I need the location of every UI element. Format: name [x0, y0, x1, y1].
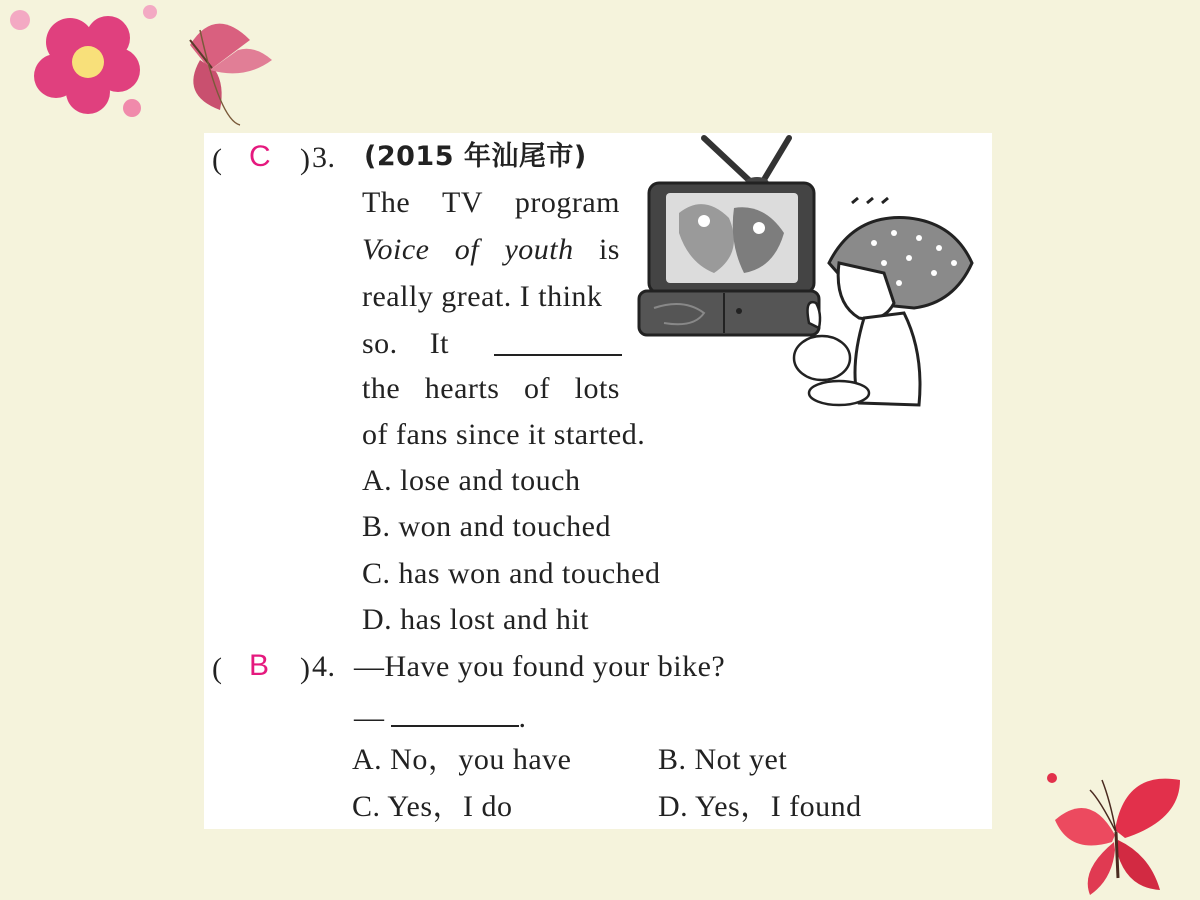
answer-paren-close: ): [300, 143, 310, 176]
question-number-3: 3.: [312, 141, 336, 174]
option-3d[interactable]: D. has lost and hit: [362, 603, 589, 636]
answer-paren-close: ): [300, 652, 310, 685]
stem-line-6: of fans since it started.: [362, 418, 646, 451]
flower-butterfly-decoration: [0, 0, 300, 135]
stem-line-2: Voice of youth is: [362, 233, 620, 266]
option-4d[interactable]: D. Yes，I found: [658, 790, 862, 823]
reply-line-4: — .: [354, 701, 527, 734]
question-number-4: 4.: [312, 650, 336, 683]
stem-line-3: really great. I think: [362, 280, 603, 313]
option-3c[interactable]: C. has won and touched: [362, 557, 661, 590]
answer-3: C: [249, 140, 271, 173]
option-4b[interactable]: B. Not yet: [658, 743, 788, 776]
question-text-4: —Have you found your bike?: [354, 650, 726, 683]
option-3a[interactable]: A. lose and touch: [362, 464, 581, 497]
answer-blank-3[interactable]: [494, 354, 622, 356]
butterfly-decoration: [1030, 760, 1200, 900]
option-4a[interactable]: A. No，you have: [352, 743, 572, 776]
answer-blank-4[interactable]: [391, 699, 519, 727]
stem-line-5: the hearts of lots: [362, 372, 620, 405]
answer-paren-open: (: [212, 143, 222, 176]
option-4c[interactable]: C. Yes，I do: [352, 790, 513, 823]
question-source-3: (2015 年汕尾市): [364, 141, 587, 172]
question-card: [204, 133, 992, 829]
stem-line-1: The TV program: [362, 186, 620, 219]
stem-line-4: so. It: [362, 327, 450, 360]
option-3b[interactable]: B. won and touched: [362, 510, 611, 543]
answer-4: B: [249, 649, 270, 682]
tv-girl-illustration: [634, 133, 979, 411]
answer-paren-open: (: [212, 652, 222, 685]
